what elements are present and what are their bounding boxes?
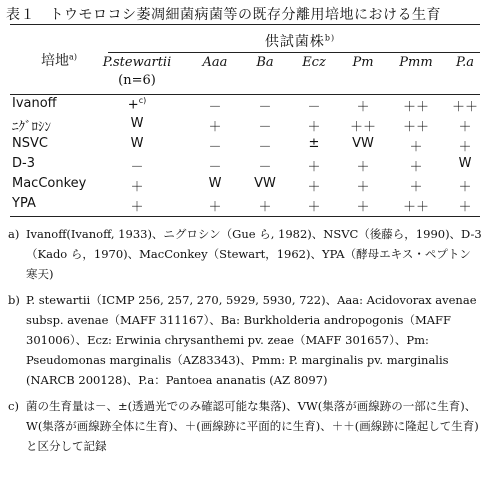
table-top-rule bbox=[10, 24, 480, 25]
medium-label: ﾆｸﾞﾛｼﾝ bbox=[12, 120, 51, 135]
growth-value: － bbox=[130, 160, 144, 175]
growth-value: ＋ bbox=[356, 100, 370, 115]
medium-header-label: 培地 bbox=[41, 53, 70, 69]
growth-value: VW bbox=[352, 136, 374, 151]
growth-cell bbox=[338, 176, 388, 195]
footnote-c bbox=[8, 396, 482, 456]
growth-cell bbox=[440, 176, 489, 195]
growth-cell bbox=[338, 196, 388, 215]
growth-value: ± bbox=[308, 136, 320, 151]
growth-value: + bbox=[127, 97, 139, 113]
footnote-text: Ivanoff(Ivanoff, 1933)、ニグロシン（Gue ら, 1982)、NSVC（後藤ら，1990)、D-3（Kado ら，1970)、MacConkey（Stewart，1962)、YPA（酵母エキス・ペプトン寒天) bbox=[26, 227, 482, 281]
growth-cell bbox=[338, 116, 388, 135]
strain-group-label: 供試菌株 bbox=[264, 34, 325, 50]
growth-value: ＋ bbox=[208, 120, 222, 135]
growth-cell bbox=[240, 96, 290, 115]
growth-value: － bbox=[208, 160, 222, 175]
growth-value: VW bbox=[254, 176, 276, 191]
growth-cell bbox=[391, 176, 441, 195]
strain-column-header: Pm bbox=[352, 55, 374, 70]
growth-cell bbox=[240, 136, 290, 155]
growth-cell bbox=[190, 156, 240, 175]
growth-cell bbox=[112, 196, 162, 215]
growth-cell bbox=[289, 96, 339, 115]
growth-cell bbox=[289, 136, 339, 151]
growth-value: ＋＋ bbox=[402, 120, 429, 135]
medium-label: D-3 bbox=[12, 156, 35, 171]
growth-cell bbox=[240, 176, 290, 191]
growth-cell bbox=[240, 156, 290, 175]
strain-column-header: Aaa bbox=[202, 55, 228, 70]
strain-column-header: P.a bbox=[456, 55, 474, 70]
growth-cell bbox=[391, 196, 441, 215]
footnote-mark: c) bbox=[8, 399, 19, 413]
growth-value: ＋ bbox=[307, 160, 321, 175]
footnote-a bbox=[8, 224, 482, 284]
growth-cell bbox=[289, 156, 339, 175]
growth-value: ＋ bbox=[130, 200, 144, 215]
footnotes bbox=[8, 224, 482, 462]
growth-cell bbox=[112, 156, 162, 175]
growth-value: ＋ bbox=[307, 180, 321, 195]
growth-cell bbox=[391, 96, 441, 115]
growth-cell bbox=[391, 156, 441, 175]
growth-value: － bbox=[208, 140, 222, 155]
growth-cell bbox=[289, 196, 339, 215]
growth-value: ＋ bbox=[458, 200, 472, 215]
table-title: 表１ トウモロコシ萎凋細菌病菌等の既存分離用培地における生育 bbox=[6, 7, 441, 23]
growth-cell bbox=[112, 136, 162, 151]
growth-cell bbox=[112, 176, 162, 195]
growth-value: ＋ bbox=[356, 200, 370, 215]
growth-cell bbox=[391, 116, 441, 135]
growth-value: ＋＋ bbox=[451, 100, 478, 115]
growth-cell bbox=[440, 156, 489, 171]
footnote-mark: b) bbox=[8, 293, 20, 307]
growth-cell bbox=[190, 116, 240, 135]
growth-cell bbox=[112, 116, 162, 131]
growth-value: ＋ bbox=[307, 120, 321, 135]
growth-value: － bbox=[258, 100, 272, 115]
footnote-mark: a) bbox=[8, 227, 20, 241]
growth-cell bbox=[440, 116, 489, 135]
growth-value: ＋ bbox=[356, 180, 370, 195]
growth-value: ＋＋ bbox=[402, 100, 429, 115]
growth-cell bbox=[391, 136, 441, 155]
growth-value: ＋ bbox=[258, 200, 272, 215]
growth-value: ＋ bbox=[458, 120, 472, 135]
growth-value: ＋ bbox=[409, 180, 423, 195]
growth-value: W bbox=[208, 176, 222, 191]
growth-value: － bbox=[258, 120, 272, 135]
header-bottom-rule bbox=[10, 94, 480, 95]
growth-value: W bbox=[458, 156, 472, 171]
growth-value: W bbox=[130, 136, 144, 151]
growth-note: c) bbox=[138, 96, 147, 105]
strain-group-note: b) bbox=[324, 33, 336, 43]
strain-column-header: Ecz bbox=[302, 55, 326, 70]
growth-value: ＋ bbox=[356, 160, 370, 175]
footnote-b bbox=[8, 290, 482, 390]
growth-cell bbox=[338, 156, 388, 175]
growth-value: W bbox=[130, 116, 144, 131]
strain-column-header: Ba bbox=[256, 55, 274, 70]
growth-value: ＋ bbox=[458, 180, 472, 195]
medium-header-note: a) bbox=[69, 52, 77, 62]
growth-value: ＋＋ bbox=[402, 200, 429, 215]
strain-column-subheader: (n=6) bbox=[118, 73, 156, 88]
growth-cell bbox=[289, 116, 339, 135]
growth-value: － bbox=[258, 160, 272, 175]
growth-cell bbox=[440, 136, 489, 155]
table-bottom-rule bbox=[10, 216, 480, 217]
growth-value: ＋＋ bbox=[349, 120, 376, 135]
growth-cell bbox=[240, 116, 290, 135]
growth-cell bbox=[440, 196, 489, 215]
growth-cell bbox=[190, 96, 240, 115]
growth-value: ＋ bbox=[409, 160, 423, 175]
strain-group-header bbox=[200, 31, 400, 51]
growth-cell bbox=[112, 96, 162, 112]
medium-label: Ivanoff bbox=[12, 96, 57, 111]
growth-cell bbox=[190, 176, 240, 191]
growth-value: － bbox=[208, 100, 222, 115]
growth-cell bbox=[338, 96, 388, 115]
growth-value: － bbox=[258, 140, 272, 155]
medium-column-header bbox=[10, 50, 108, 70]
growth-value: ＋ bbox=[208, 200, 222, 215]
growth-value: － bbox=[307, 100, 321, 115]
growth-cell bbox=[190, 196, 240, 215]
header-group-rule bbox=[108, 52, 480, 53]
medium-label: MacConkey bbox=[12, 176, 87, 191]
footnote-text: 菌の生育量は－、±(透過光でのみ確認可能な集落)、VW(集落が画線跡の一部に生育)、W(集落が画線跡全体に生育)、＋(画線跡に平面的に生育)、＋＋(画線跡に隆起して生育)と区分して記録 bbox=[26, 399, 479, 453]
growth-value: ＋ bbox=[458, 140, 472, 155]
strain-column-header: Pmm bbox=[399, 55, 433, 70]
growth-cell bbox=[338, 136, 388, 151]
medium-label: NSVC bbox=[12, 136, 48, 151]
medium-label: YPA bbox=[12, 196, 36, 211]
growth-cell bbox=[190, 136, 240, 155]
growth-value: ＋ bbox=[130, 180, 144, 195]
growth-cell bbox=[289, 176, 339, 195]
growth-value: ＋ bbox=[307, 200, 321, 215]
growth-value: ＋ bbox=[409, 140, 423, 155]
growth-cell bbox=[440, 96, 489, 115]
strain-column-header: P.stewartii bbox=[102, 55, 172, 70]
growth-cell bbox=[240, 196, 290, 215]
footnote-text: P. stewartii（ICMP 256, 257, 270, 5929, 5930, 722)、Aaa: Acidovorax avenae subsp. avenae（MAFF 311167）、Ba: Burkholderia andropogonis（MAFF 301006）、Ecz: Erwinia chrysanthemi pv. zeae（MAFF 301657）、Pm: Pseudomonas marginalis（AZ83343)、Pmm: P. marginalis pv. marginalis (NARCB 200128)、P.a：Pantoea ananatis (AZ 8097) bbox=[26, 293, 477, 387]
